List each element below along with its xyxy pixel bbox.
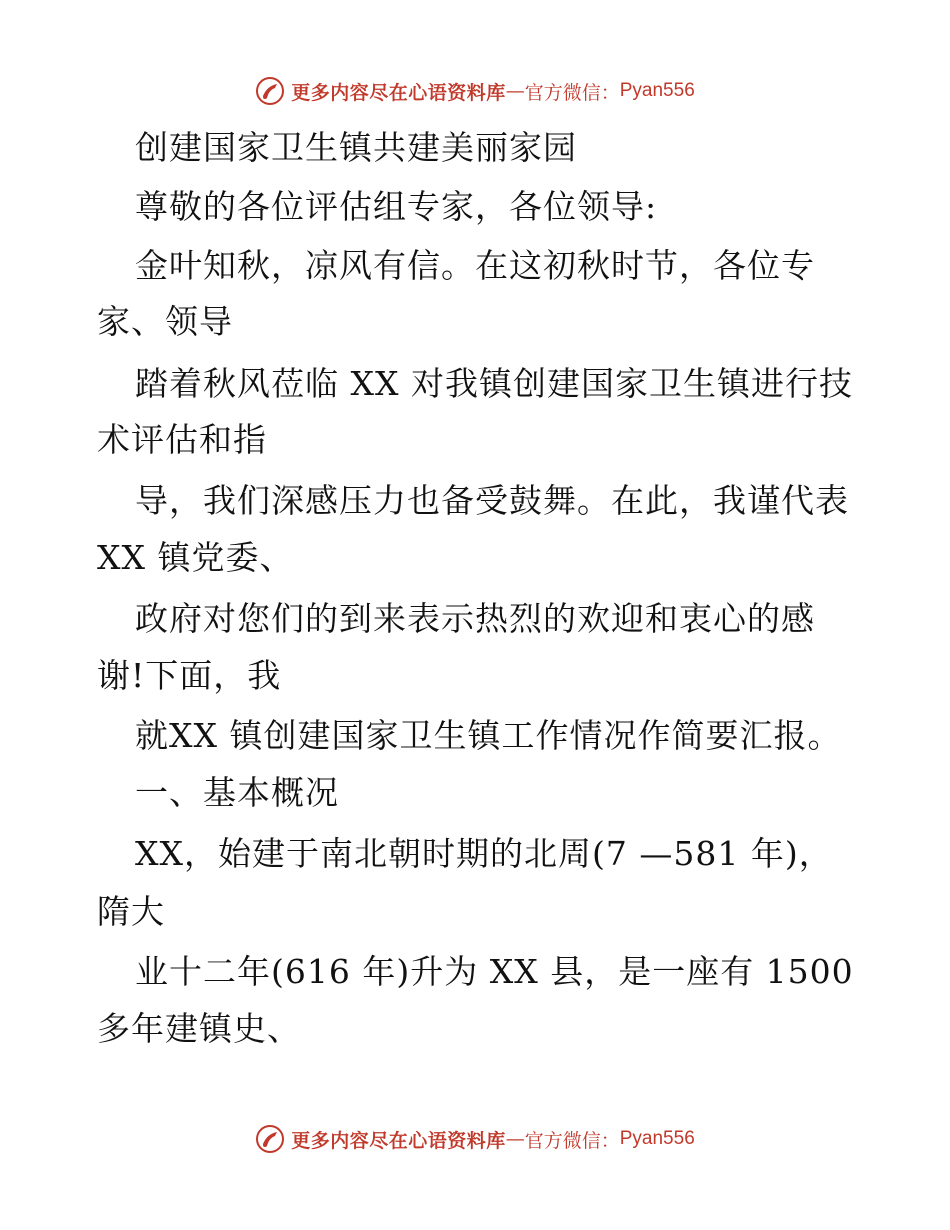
watermark-sub-text: 官方微信： bbox=[524, 81, 620, 104]
watermark-main-text: 更多内容尽在心语资料库 bbox=[291, 81, 506, 104]
section-heading: 一、基本概况 bbox=[135, 773, 339, 812]
paragraph-line: 业十二年(616 年)升为 XX 县，是一座有 1500 bbox=[135, 952, 854, 991]
watermark-separator: — bbox=[505, 80, 525, 102]
paragraph-line: 金叶知秋，凉风有信。在这初秋时节，各位专 bbox=[135, 246, 815, 285]
watermark-main-text: 更多内容尽在心语资料库 bbox=[291, 1129, 506, 1152]
document-title: 创建国家卫生镇共建美丽家园 bbox=[135, 128, 577, 167]
paragraph-line: 谢!下面，我 bbox=[97, 656, 282, 695]
paragraph-line: 术评估和指 bbox=[97, 420, 267, 459]
paragraph-line: 就XX 镇创建国家卫生镇工作情况作简要汇报。 bbox=[135, 716, 842, 755]
salutation: 尊敬的各位评估组专家，各位领导: bbox=[135, 187, 658, 226]
watermark-banner-bottom bbox=[0, 1119, 950, 1159]
paragraph-line: 踏着秋风莅临 XX 对我镇创建国家卫生镇进行技 bbox=[135, 364, 853, 403]
paragraph-line: XX，始建于南北朝时期的北周(7 —581 年)， bbox=[135, 834, 833, 873]
paragraph-line: 多年建镇史、 bbox=[97, 1009, 301, 1048]
watermark-separator: — bbox=[505, 1128, 525, 1150]
hand-pen-logo-icon bbox=[255, 1124, 285, 1154]
watermark-sub-text: 官方微信： bbox=[524, 1129, 620, 1152]
paragraph-line: XX 镇党委、 bbox=[97, 538, 294, 577]
paragraph-line: 政府对您们的到来表示热烈的欢迎和衷心的感 bbox=[135, 599, 815, 638]
watermark-account: Pyan556 bbox=[619, 80, 695, 101]
paragraph-line: 家、领导 bbox=[97, 302, 233, 341]
paragraph-line: 导，我们深感压力也备受鼓舞。在此，我谨代表 bbox=[135, 481, 849, 520]
watermark-account: Pyan556 bbox=[619, 1128, 695, 1149]
paragraph-line: 隋大 bbox=[97, 892, 165, 931]
